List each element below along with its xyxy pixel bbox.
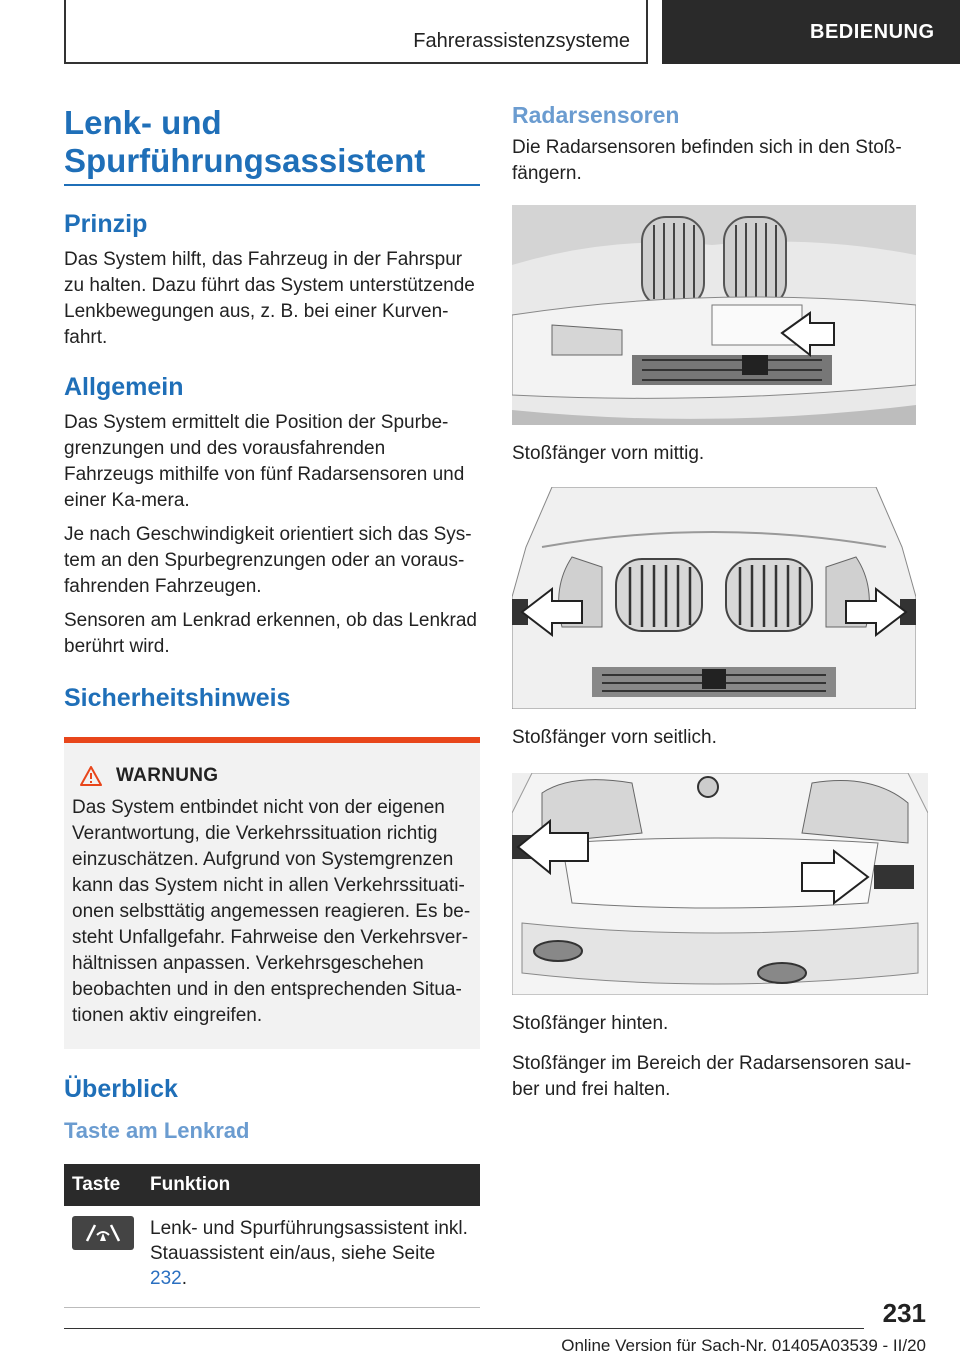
heading-taste-am-lenkrad: Taste am Lenkrad — [64, 1118, 250, 1143]
header-chapter-tab: BEDIENUNG — [662, 0, 960, 64]
page-title-line2: Spurführungsassistent — [64, 142, 426, 179]
figure-front-center — [512, 205, 916, 425]
heading-ueberblick: Überblick — [64, 1075, 178, 1103]
heading-radarsensoren: Radarsensoren — [512, 102, 680, 128]
radar-intro-text: Die Radarsensoren befinden sich in den Stoß-fängern. — [512, 137, 902, 184]
heading-prinzip: Prinzip — [64, 210, 148, 238]
table-cell-button — [64, 1206, 142, 1308]
table-header-taste: Taste — [64, 1164, 142, 1206]
page-title — [64, 104, 480, 180]
warning-triangle-icon — [80, 766, 102, 786]
heading-allgemein: Allgemein — [64, 373, 184, 401]
warning-text: Das System entbindet nicht von der eigenen Verantwortung, die Verkehrssituation richtig einzuschätzen. Aufgrund von Systemgrenzen kann das System nicht in allen Verkehrssituati-onen selbsttätig angemessen reagieren. Es be-steht Unfallgefahr. Fahrweise den Verkehrsver-hältnissen anpassen. Verkehrsgeschehen beobachten und in den entsprechenden Situa-tionen aktiv eingreifen. — [72, 797, 471, 1026]
footer-version: Online Version für Sach-Nr. 01405A03539 - II/20 — [561, 1336, 926, 1355]
prinzip-text: Das System hilft, das Fahrzeug in der Fahrspur zu halten. Dazu führt das System unterstützende Lenkbewegungen aus, z. B. bei einer Kurven-fahrt. — [64, 249, 475, 348]
page-number: 231 — [882, 1298, 926, 1328]
allgemein-paragraph-2: Je nach Geschwindigkeit orientiert sich das Sys-tem an den Spurbegrenzungen oder an voraus-fahrenden Fahrzeugen. — [64, 524, 472, 597]
caption-rear: Stoßfänger hinten. — [512, 1013, 669, 1034]
allgemein-paragraph-1: Das System ermittelt die Position der Spurbe-grenzungen und des vorausfahrenden Fahrzeugs mithilfe von fünf Radarsensoren und einer Ka-mera. — [64, 412, 465, 511]
button-table — [64, 1164, 480, 1308]
car-front-center-illustration — [512, 205, 916, 425]
cleaning-note: Stoßfänger im Bereich der Radarsensoren sau-ber und frei halten. — [512, 1053, 912, 1100]
caption-front-center: Stoßfänger vorn mittig. — [512, 443, 705, 464]
header-frame — [64, 0, 648, 64]
footer-rule — [64, 1328, 864, 1329]
table-header-funktion: Funktion — [142, 1164, 480, 1206]
left-column — [64, 104, 480, 1308]
allgemein-paragraph-3: Sensoren am Lenkrad erkennen, ob das Lenkrad berührt wird. — [64, 610, 477, 657]
lane-assist-button — [72, 1216, 134, 1250]
right-column — [512, 104, 928, 1111]
header-section-title: Fahrerassistenzsysteme — [413, 30, 630, 52]
figure-rear — [512, 773, 928, 995]
function-text: Lenk- und Spurführungsassistent inkl. Stauassistent ein/aus, siehe Seite — [150, 1218, 468, 1264]
heading-sicherheitshinweis: Sicherheitshinweis — [64, 684, 291, 712]
function-text-end: . — [181, 1268, 187, 1289]
car-front-sides-illustration — [512, 487, 916, 709]
caption-front-sides: Stoßfänger vorn seitlich. — [512, 727, 717, 748]
table-cell-function — [142, 1206, 480, 1308]
warning-header — [80, 765, 472, 787]
table-row — [64, 1206, 480, 1308]
title-rule — [64, 184, 480, 186]
warning-box — [64, 737, 480, 1049]
warning-label: WARNUNG — [116, 765, 219, 786]
car-rear-illustration — [512, 773, 928, 995]
page-link-232[interactable]: 232 — [150, 1268, 182, 1289]
figure-front-sides — [512, 487, 916, 709]
page-title-line1: Lenk- und — [64, 104, 222, 141]
lane-assist-icon — [83, 1221, 123, 1245]
